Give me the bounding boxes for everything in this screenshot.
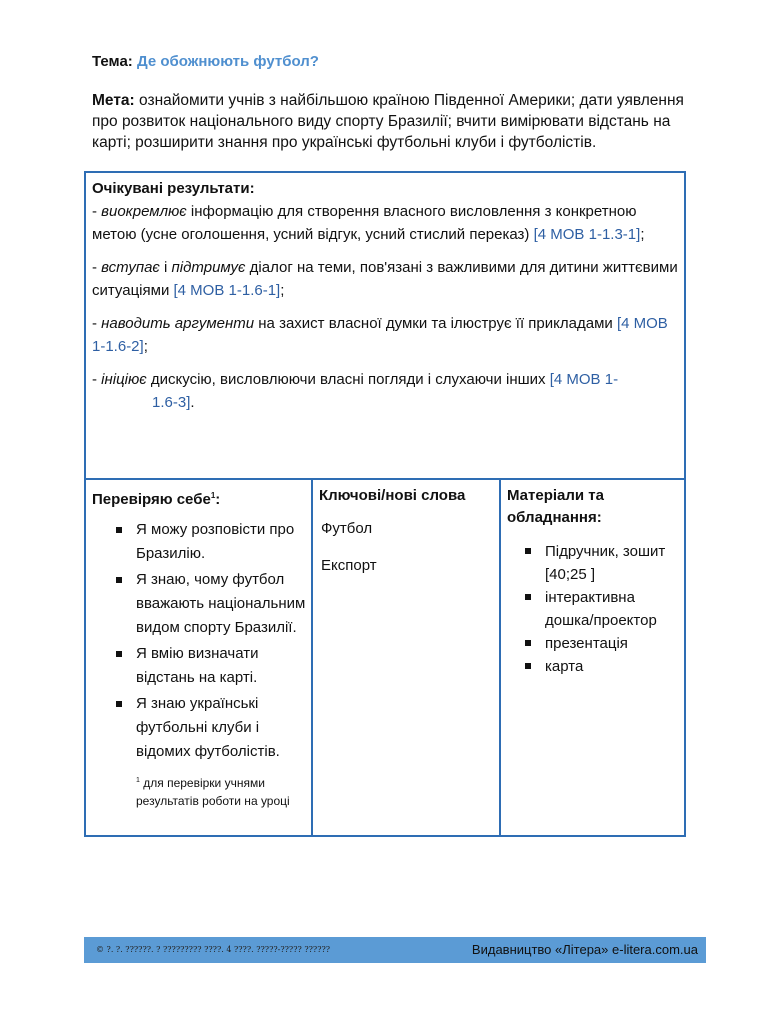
self-check-heading: Перевіряю себе$^1$: [92, 491, 221, 508]
list-item: Я знаю українські футбольні клуби і відомих футболістів. [114, 692, 309, 764]
topic-value: Де обожнюють футбол? [136, 53, 319, 70]
keyword-item: Футбол [321, 520, 373, 537]
materials-heading: Матеріали та обладнання: [507, 487, 604, 526]
self-check-cell [86, 480, 313, 835]
keywords-cell [313, 480, 501, 835]
goal-paragraph [92, 90, 712, 153]
result-item-1: - виокремлює інформацію для створення власного висловлення з конкретною метою (усне оголошення, усний відгук, усний стислий переказ) [4 МОВ 1-1.3-1]; [92, 203, 645, 243]
lesson-table [84, 171, 686, 837]
goal-text: ознайомити учнів з найбільшою країною Південної Америки; дати уявлення про розвиток національного виду спорту Бразилії; вчити вимірювати відстань на карті; розширити знання про українські футбольні клуби і футболістів. [92, 92, 684, 151]
list-item: Я знаю, чому футбол вважають національним видом спорту Бразилії. [114, 568, 309, 640]
list-item: карта [525, 655, 683, 678]
self-check-list [114, 518, 309, 766]
keyword-item: Експорт [321, 557, 377, 574]
result-item-4: - ініціює дискусію, висловлюючи власні погляди і слухаючи інших [4 МОВ 1- [92, 371, 619, 388]
list-item: Я вмію визначати відстань на карті. [114, 642, 309, 690]
goal-label: Мета: [92, 92, 135, 109]
list-item: Підручник, зошит [40;25 ] [525, 540, 683, 586]
footnote: $^1$ для перевірки учнями результатів роботи на уроці [136, 776, 290, 808]
materials-cell [501, 480, 684, 835]
page-footer [84, 937, 706, 963]
footer-publisher: Видавництво «Літера» e-litera.com.ua [471, 942, 698, 957]
list-item: презентація [525, 632, 683, 655]
list-item: Я можу розповісти про Бразилію. [114, 518, 309, 566]
result-item-4-continued: 1.6-3]. [152, 394, 195, 411]
expected-results-heading: Очікувані результати: [92, 180, 255, 197]
topic-label: Тема: [92, 53, 133, 70]
topic-line [92, 53, 319, 70]
result-item-2: - вступає і підтримує діалог на теми, пов'язані з важливими для дитини життєвими ситуаціями [4 МОВ 1-1.6-1]; [92, 259, 678, 299]
footer-copyright: © ?. ?. ??????. ? ????????? ????. 4 ????. ?????-????? ?????? [96, 945, 331, 954]
materials-list [525, 540, 683, 678]
keywords-heading: Ключові/нові слова [319, 487, 466, 504]
result-item-3: - наводить аргументи на захист власної думки та ілюструє її прикладами [4 МОВ 1-1.6-2]; [92, 315, 668, 355]
expected-results-cell [86, 173, 684, 480]
list-item: інтерактивна дошка/проектор [525, 586, 683, 632]
